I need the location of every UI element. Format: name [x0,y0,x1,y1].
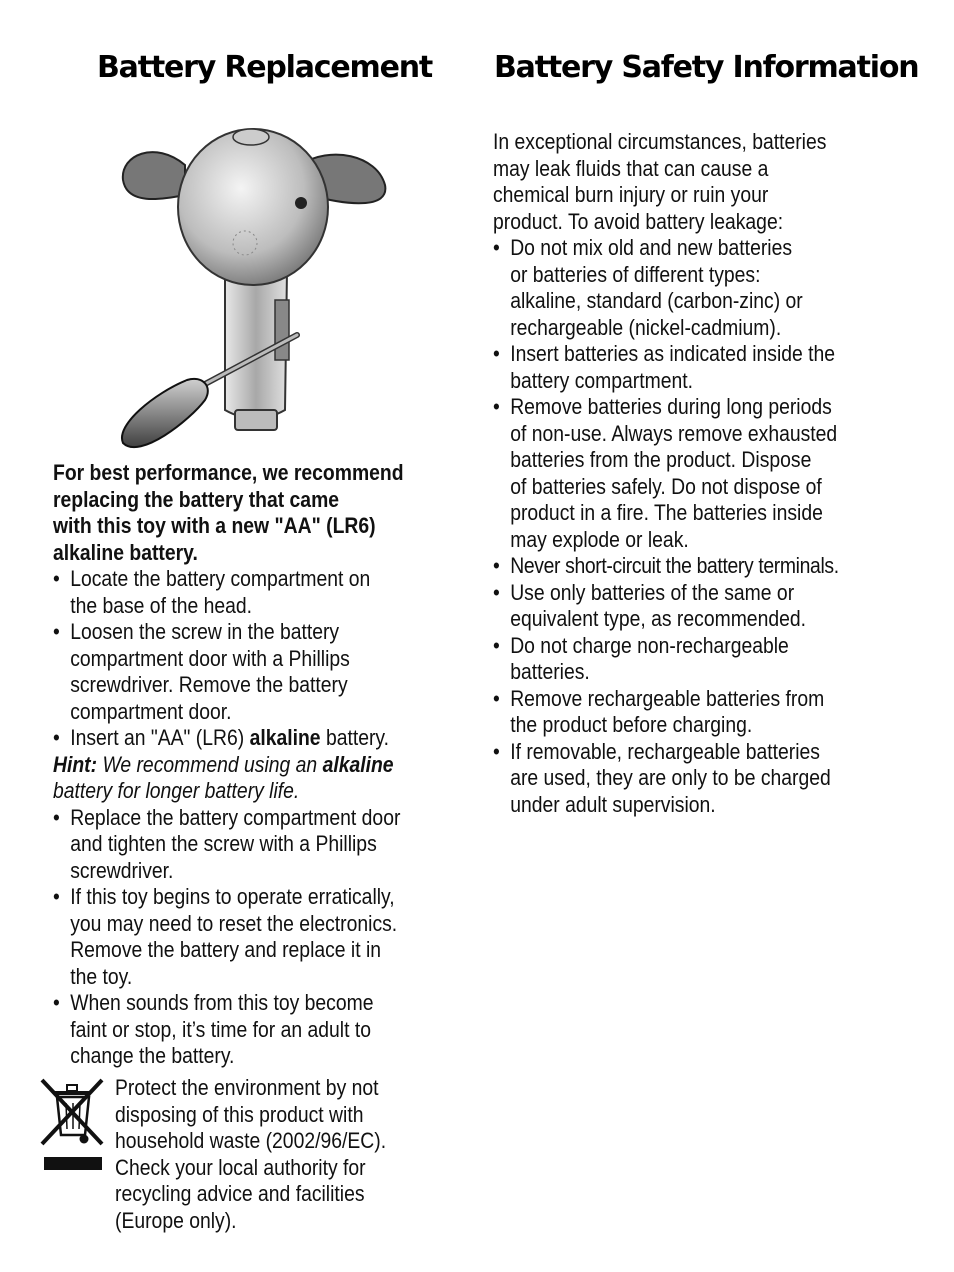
item-line: product in a fire. The batteries inside [510,500,823,525]
item-line: • Loosen the screw in the battery [70,619,340,644]
hint-label: Hint: [53,751,98,777]
item-line: • Never short-circuit the battery terminals. [510,553,839,578]
item-line: of batteries safely. Do not dispose of [510,473,822,499]
item-line: screwdriver. Remove the battery [70,672,348,697]
list-item [53,725,389,752]
list-item [493,553,839,580]
list-item [493,341,839,394]
list-item [493,235,839,341]
hint-note [53,752,418,805]
list-item [493,394,839,553]
item-line: change the battery. [70,1043,235,1068]
item-line: • When sounds from this toy become [70,990,374,1015]
item-line: may explode or leak. [510,526,689,552]
item-line: faint or stop, it’s time for an adult to [70,1016,371,1042]
battery-replacement-heading: Battery Replacement [97,50,433,85]
list-item [53,566,389,619]
item-line: the product before charging. [510,712,753,737]
intro-line: may leak fluids that can cause a [493,155,769,181]
insert-text: Insert an "AA" (LR6) [70,725,250,750]
item-line: screwdriver. [70,857,174,883]
environment-line: (Europe only). [115,1207,237,1233]
intro-line: In exceptional circumstances, batteries [493,129,827,154]
item-line: rechargeable (nickel-cadmium). [510,314,782,340]
item-line: • Insert batteries as indicated inside the [510,341,836,366]
intro-line: with this toy with a new "AA" (LR6) [53,513,376,538]
list-item [53,990,418,1070]
hint-text-line2: battery for longer battery life. [53,778,300,803]
item-line: batteries from the product. Dispose [510,447,812,472]
item-line: • Do not charge non-rechargeable [510,632,789,658]
list-item [493,633,839,686]
list-item [493,739,839,819]
list-item [493,686,839,739]
toy-screwdriver-illustration [115,125,395,460]
hint-alkaline: alkaline [322,751,394,777]
hint-text: We recommend using an [97,751,323,777]
item-line: and tighten the screw with a Phillips [70,831,377,856]
item-line: batteries. [510,659,590,684]
environment-line: Protect the environment by not [115,1075,379,1100]
item-line: compartment door. [70,698,232,724]
crossed-bin-icon [40,1077,106,1172]
left-body [53,460,477,1070]
item-line: of non-use. Always remove exhausted [510,420,838,446]
list-item [53,619,389,725]
item-line: under adult supervision. [510,791,716,817]
right-body [493,129,895,818]
item-line: • Replace the battery compartment door [70,804,401,830]
safety-list [493,235,839,818]
environment-line: household waste (2002/96/EC). [115,1128,387,1153]
item-line: the base of the head. [70,592,253,618]
item-line: • If removable, rechargeable batteries [510,738,820,764]
list-item [53,805,418,885]
item-line: battery compartment. [510,367,694,393]
replacement-steps-list [53,566,389,752]
item-line: • Do not mix old and new batteries [510,235,793,260]
item-line: compartment door with a Phillips [70,645,350,671]
item-line: • Remove batteries during long periods [510,394,832,419]
item-line: • If this toy begins to operate erratically, [70,884,395,909]
intro-line: For best performance, we recommend [53,460,404,485]
item-line: the toy. [70,963,133,989]
environment-note [115,1075,430,1234]
list-item [53,884,418,990]
alkaline-emphasis: alkaline [249,725,321,750]
safety-intro [493,129,826,235]
environment-line: disposing of this product with [115,1101,364,1127]
item-line: Remove the battery and replace it in [70,937,382,962]
item-line: equivalent type, as recommended. [510,606,806,631]
environment-line: Check your local authority for [115,1154,366,1180]
item-line: are used, they are only to be charged [510,765,831,790]
intro-line: product. To avoid battery leakage: [493,208,784,234]
intro-line: replacing the battery that came [53,486,340,512]
item-line: alkaline, standard (carbon-zinc) or [510,288,803,313]
recommendation-intro [53,460,404,566]
item-line: • Locate the battery compartment on [70,566,371,591]
replacement-steps-list-2 [53,805,418,1070]
insert-text-end: battery. [320,725,390,750]
item-line: or batteries of different types: [510,261,761,287]
list-item [493,580,839,633]
item-line: • Use only batteries of the same or [510,579,795,605]
intro-line: chemical burn injury or ruin your [493,182,769,207]
battery-safety-heading: Battery Safety Information [494,50,919,85]
item-line: you may need to reset the electronics. [70,910,398,936]
intro-line: alkaline battery. [53,539,198,565]
item-line: • Remove rechargeable batteries from [510,685,825,711]
environment-line: recycling advice and facilities [115,1181,365,1206]
